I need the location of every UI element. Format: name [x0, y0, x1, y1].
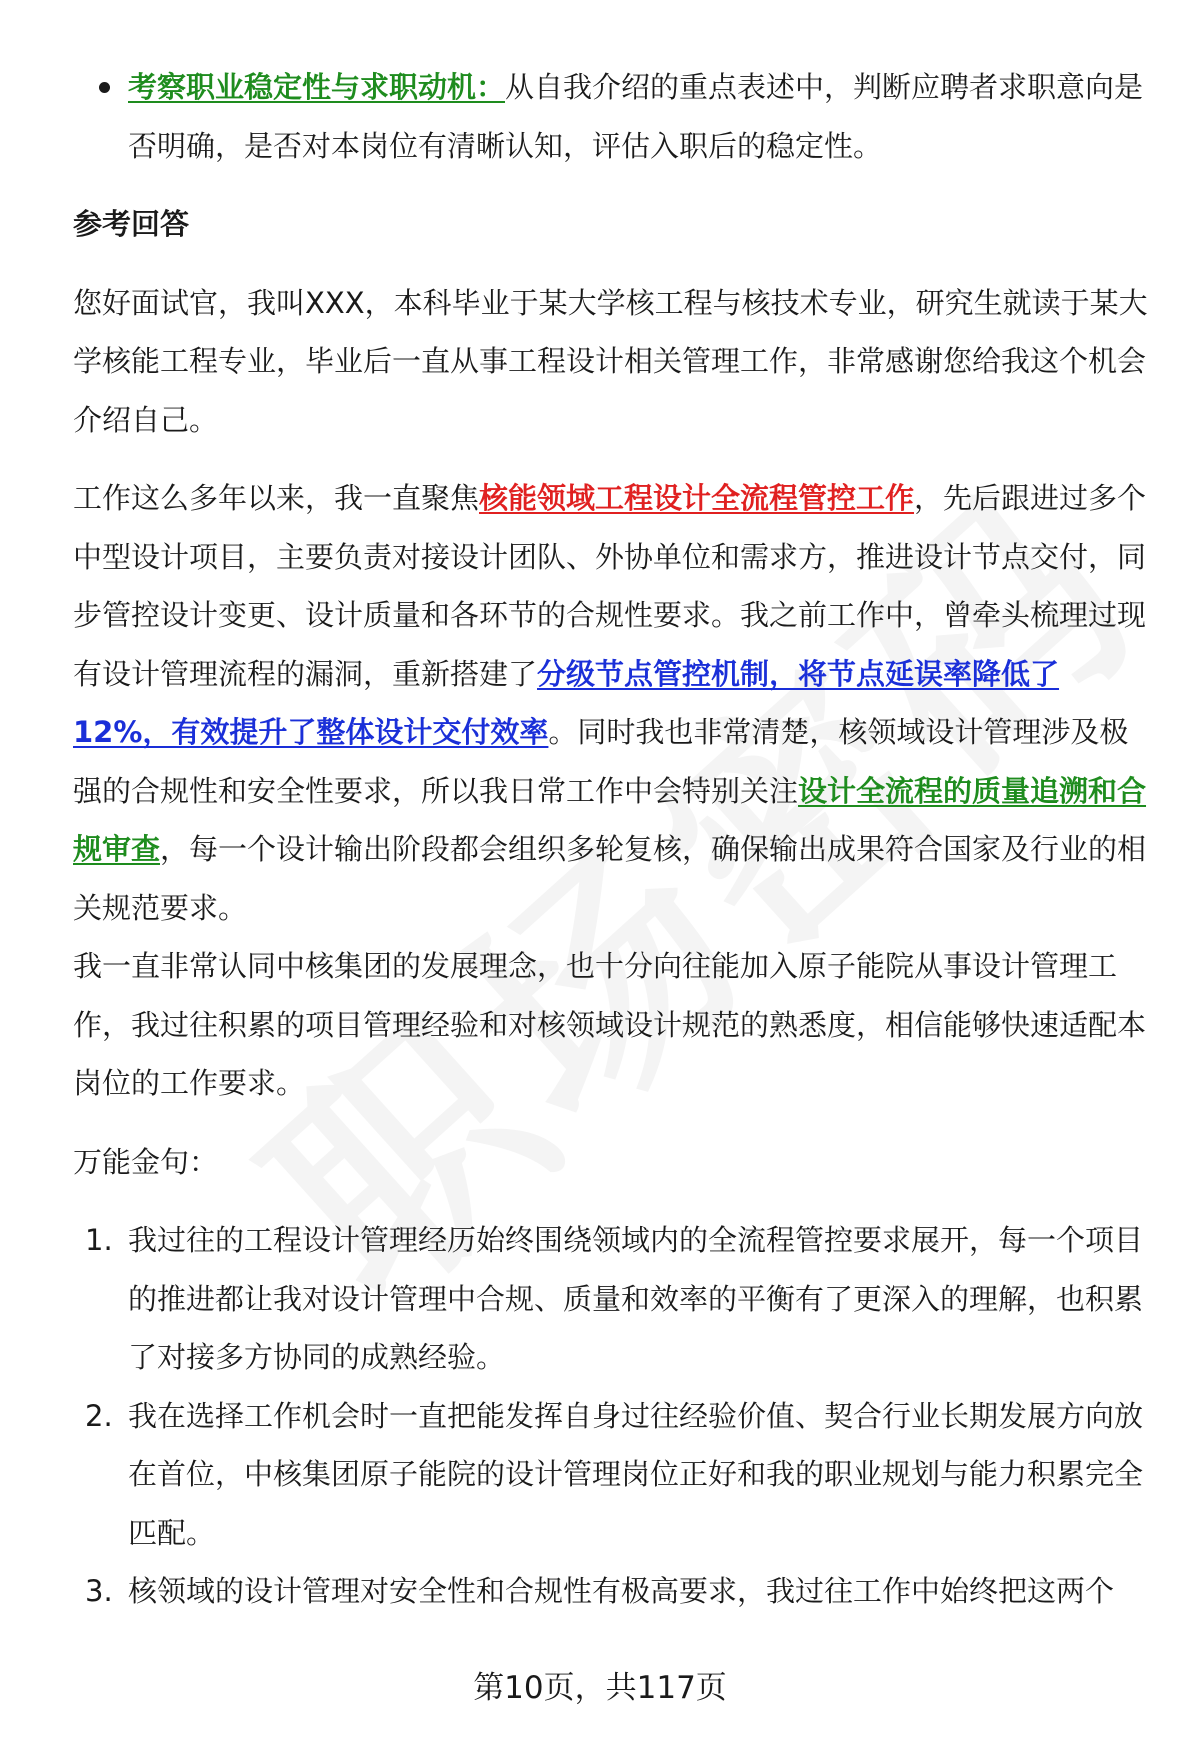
para2-text-3: 。同时我也非常清楚，核领域设计管理涉及极强的合规性和安全性要求，所以我日常工作中会特别关注 [73, 715, 1129, 808]
list-number: 1. [85, 1223, 113, 1257]
para2-text-1: 工作这么多年以来，我一直聚焦 [73, 481, 480, 515]
bullet-highlight: 考察职业稳定性与求职动机： [128, 70, 506, 104]
list-number: 2. [85, 1398, 113, 1433]
list-number: 3. [85, 1574, 113, 1608]
list-text: 我在选择工作机会时一直把能发挥自身过往经验价值、契合行业长期发展方向放在首位，中核集团原子能院的设计管理岗位正好和我的职业规划与能力积累完全匹配。 [128, 1398, 1144, 1550]
list-item [73, 1562, 1153, 1621]
list-item [73, 1387, 1153, 1563]
para2-highlight-red: 核能领域工程设计全流程管控工作 [479, 481, 915, 515]
para2-text-2: ，先后跟进过多个中型设计项目，主要负责对接设计团队、外协单位和需求方，推进设计节点交付，同步管控设计变更、设计质量和各环节的合规性要求。我之前工作中，曾牵头梳理过现有设计管理流程的漏洞，重新搭建了 [73, 481, 1147, 691]
page-footer: 第10页，共117页 [473, 1670, 727, 1706]
section-title: 参考回答 [73, 207, 190, 241]
bullet-text: 从自我介绍的重点表述中，判断应聘者求职意向是否明确，是否对本岗位有清晰认知，评估入职后的稳定性。 [128, 70, 1144, 163]
list-text: 我过往的工程设计管理经历始终围绕领域内的全流程管控要求展开，每一个项目的推进都让我对设计管理中合规、质量和效率的平衡有了更深入的理解，也积累了对接多方协同的成熟经验。 [128, 1223, 1144, 1374]
golden-title: 万能金句： [73, 1144, 219, 1179]
list-text: 核领域的设计管理对安全性和合规性有极高要求，我过往工作中始终把这两个 [128, 1574, 1115, 1608]
bullet-dot-icon [99, 82, 110, 93]
answer-paragraph-experience [73, 469, 1153, 937]
para2-text-4: ，每一个设计输出阶段都会组织多轮复核，确保输出成果符合国家及行业的相关规范要求。 [73, 832, 1147, 925]
content-body [73, 58, 1153, 1621]
bullet-item [73, 58, 1153, 175]
golden-list [73, 1211, 1153, 1621]
answer-paragraph-motivation: 我一直非常认同中核集团的发展理念，也十分向往能加入原子能院从事设计管理工作，我过往积累的项目管理经验和对核领域设计规范的熟悉度，相信能够快速适配本岗位的工作要求。 [73, 949, 1147, 1100]
answer-paragraph-intro: 您好面试官，我叫XXX，本科毕业于某大学核工程与核技术专业，研究生就读于某大学核能工程专业，毕业后一直从事工程设计相关管理工作，非常感谢您给我这个机会介绍自己。 [73, 285, 1148, 437]
list-item [73, 1211, 1153, 1387]
para2-highlight-green: 设计全流程的质量追溯和合规审查 [73, 773, 1147, 866]
para2-highlight-blue: 分级节点管控机制，将节点延误率降低了12%，有效提升了整体设计交付效率 [73, 656, 1060, 749]
